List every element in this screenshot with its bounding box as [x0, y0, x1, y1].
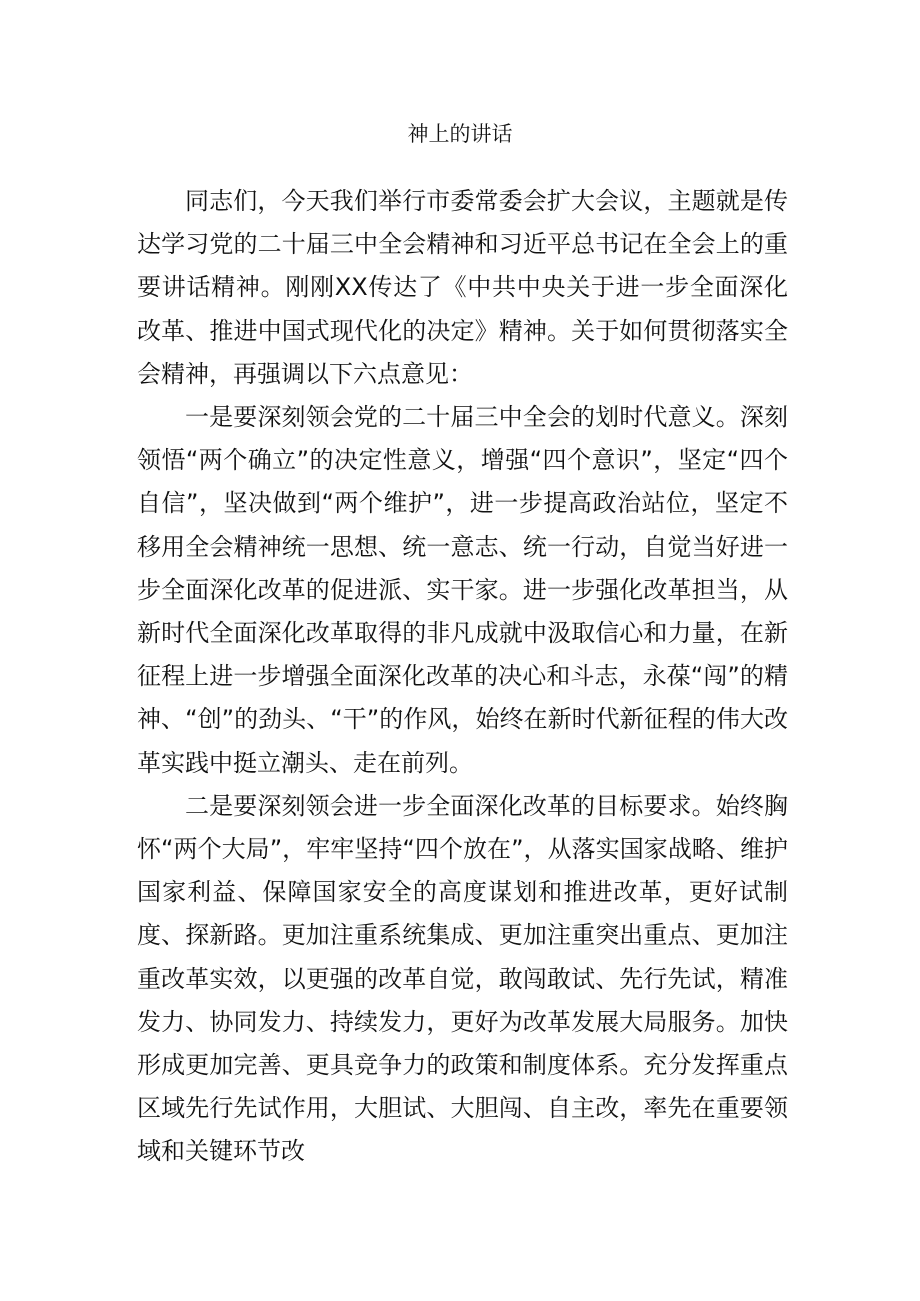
paragraph-point-two: 二是要深刻领会进一步全面深化改革的目标要求。始终胸怀“两个大局”，牢牢坚持“四个放在”，从落实国家战略、维护国家利益、保障国家安全的高度谋划和推进改革，更好试制度、探新路。更加注重系统集成、更加注重突出重点、更加注重改革实效，以更强的改革自觉，敢闯敢试、先行先试，精准发力、协同发力、持续发力，更好为改革发展大局服务。加快形成更加完善、更具竞争力的政策和制度体系。充分发挥重点区域先行先试作用，大胆试、大胆闯、自主改，率先在重要领域和关键环节改 [137, 791, 788, 1166]
paragraph-opening: 同志们，今天我们举行市委常委会扩大会议，主题就是传达学习党的二十届三中全会精神和习近平总书记在全会上的重要讲话精神。刚刚XX传达了《中共中央关于进一步全面深化改革、推进中国式现代化的决定》精神。关于如何贯彻落实全会精神，再强调以下六点意见： [137, 187, 788, 388]
paragraph-point-one: 一是要深刻领会党的二十届三中全会的划时代意义。深刻领悟“两个确立”的决定性意义，增强“四个意识”，坚定“四个自信”，坚决做到“两个维护”，进一步提高政治站位，坚定不移用全会精神统一思想、统一意志、统一行动，自觉当好进一步全面深化改革的促进派、实干家。进一步强化改革担当，从新时代全面深化改革取得的非凡成就中汲取信心和力量，在新征程上进一步增强全面深化改革的决心和斗志，永葆“闯”的精神、“创”的劲头、“干”的作风，始终在新时代新征程的伟大改革实践中挺立潮头、走在前列。 [137, 403, 788, 777]
document-title: 神上的讲话 [407, 122, 513, 146]
document-body [137, 180, 788, 1174]
